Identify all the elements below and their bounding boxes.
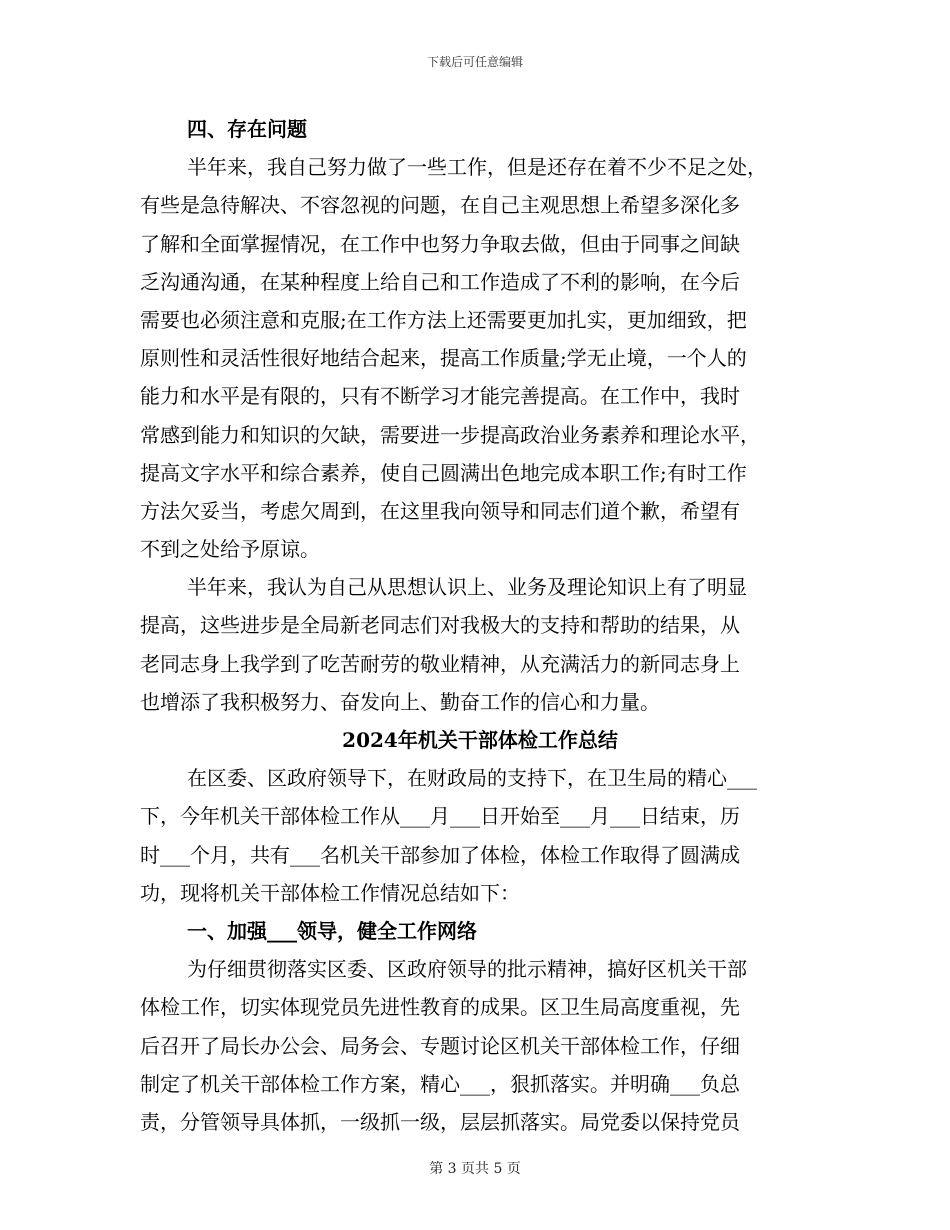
paragraph-line: 老同志身上我学到了吃苦耐劳的敬业精神，从充满活力的新同志身上 bbox=[140, 651, 740, 676]
page-header: 下载后可任意编辑 bbox=[426, 55, 523, 69]
paragraph-line: 责，分管领导具体抓，一级抓一级，层层抓落实。局党委以保持党员 bbox=[140, 1109, 740, 1134]
paragraph-line: 为仔细贯彻落实区委、区政府领导的批示精神，搞好区机关干部 bbox=[187, 957, 747, 982]
paragraph-line: 有些是急待解决、不容忽视的问题，在自己主观思想上希望多深化多 bbox=[140, 193, 740, 218]
section-heading: 一、加强___领导，健全工作网络 bbox=[187, 918, 477, 943]
paragraph-line: 不到之处给予原谅。 bbox=[140, 537, 320, 562]
document-body bbox=[140, 110, 820, 1141]
paragraph-line: 常感到能力和知识的欠缺，需要进一步提高政治业务素养和理论水平， bbox=[140, 422, 760, 447]
page-footer: 第 3 页共 5 页 bbox=[429, 1161, 521, 1177]
paragraph-line: 提高，这些进步是全局新老同志们对我极大的支持和帮助的结果，从 bbox=[140, 613, 740, 638]
paragraph-line: 方法欠妥当，考虑欠周到，在这里我向领导和同志们道个歉，希望有 bbox=[140, 498, 740, 523]
paragraph-line: 制定了机关干部体检工作方案，精心___，狠抓落实。并明确___负总 bbox=[140, 1071, 740, 1096]
paragraph-line: 也增添了我积极努力、奋发向上、勤奋工作的信心和力量。 bbox=[140, 689, 660, 714]
paragraph-line: 半年来，我自己努力做了一些工作，但是还存在着不少不足之处， bbox=[187, 155, 767, 180]
paragraph-line: 需要也必须注意和克服;在工作方法上还需要更加扎实，更加细致，把 bbox=[140, 307, 747, 332]
paragraph-line: 半年来，我认为自己从思想认识上、业务及理论知识上有了明显 bbox=[187, 575, 747, 600]
paragraph-line: 下，今年机关干部体检工作从___月___日开始至___月___日结束，历 bbox=[140, 804, 740, 829]
paragraph-line: 乏沟通沟通，在某种程度上给自己和工作造成了不利的影响，在今后 bbox=[140, 269, 740, 294]
paragraph-line: 能力和水平是有限的，只有不断学习才能完善提高。在工作中，我时 bbox=[140, 384, 740, 409]
paragraph-line: 在区委、区政府领导下，在财政局的支持下，在卫生局的精心___ bbox=[187, 766, 757, 791]
paragraph-line: 时___个月，共有___名机关干部参加了体检，体检工作取得了圆满成 bbox=[140, 842, 740, 867]
document-title: 2024年机关干部体检工作总结 bbox=[342, 728, 618, 752]
paragraph-line: 功，现将机关干部体检工作情况总结如下： bbox=[140, 880, 520, 905]
paragraph-line: 原则性和灵活性很好地结合起来，提高工作质量;学无止境，一个人的 bbox=[140, 346, 747, 371]
paragraph-line: 了解和全面掌握情况，在工作中也努力争取去做，但由于同事之间缺 bbox=[140, 231, 740, 256]
paragraph-line: 体检工作，切实体现党员先进性教育的成果。区卫生局高度重视，先 bbox=[140, 995, 740, 1020]
section-heading: 四、存在问题 bbox=[187, 117, 307, 141]
paragraph-line: 提高文字水平和综合素养，使自己圆满出色地完成本职工作;有时工作 bbox=[140, 460, 747, 485]
paragraph-line: 后召开了局长办公会、局务会、专题讨论区机关干部体检工作，仔细 bbox=[140, 1033, 740, 1058]
